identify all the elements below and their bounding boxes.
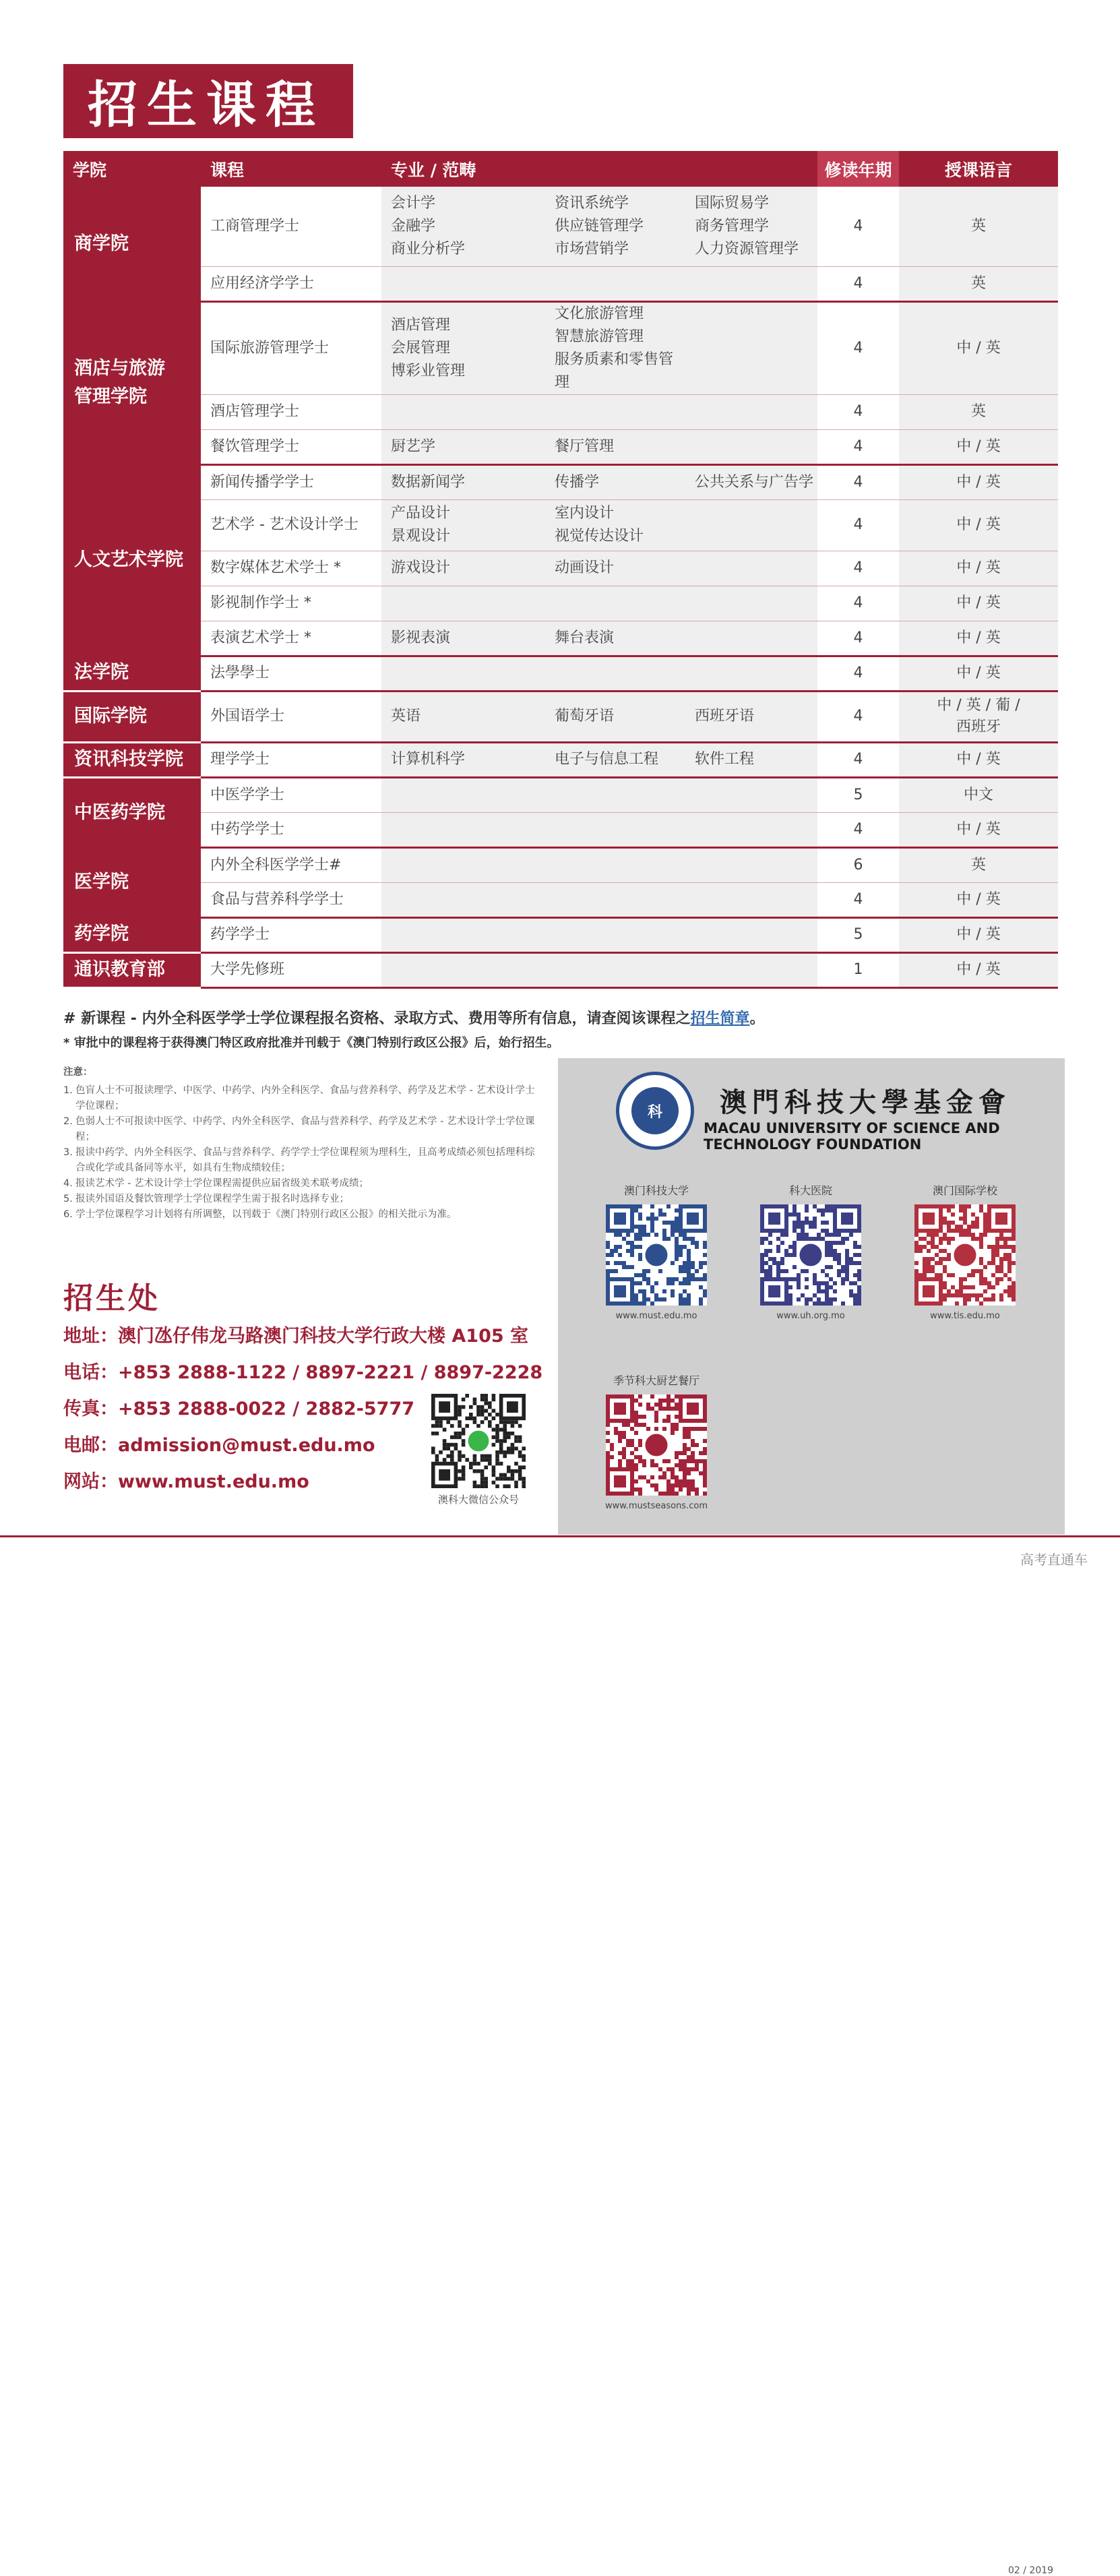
major-cell [545,551,685,586]
faculty-name-line: 管理学院 [74,386,147,407]
major-cell [545,394,685,429]
note-text: 色盲人士不可报读理学、中医学、中药学、内外全科医学、食品与营养科学、药学及艺术学 - 艺术设计学士学位课程； [75,1085,535,1111]
major-cell [685,917,817,952]
note-number: 3. [63,1147,73,1158]
page-number: 02 / 2019 [1008,2565,1054,2576]
qr-school-title: 澳门国际学校 [932,1184,997,1197]
major-cell [685,394,817,429]
major-line: 传播学 [555,473,600,491]
language-line: 中 / 英 [956,665,1001,681]
program-cell: 中药学学士 [201,812,381,847]
years-cell: 4 [817,499,899,551]
program-cell: 大学先修班 [201,952,381,987]
language-line: 英 [971,403,987,420]
faculty-cell [63,301,201,464]
major-cell [685,187,817,266]
major-line: 人力资源管理学 [695,240,799,257]
years-cell: 4 [817,429,899,464]
years-cell: 4 [817,742,899,777]
major-cell [381,952,545,987]
major-line: 景观设计 [391,528,451,545]
note-text: 学士学位课程学习计划将有所调整，以刊载于《澳门特别行政区公报》的相关批示为准。 [75,1209,457,1220]
table-row [63,812,1058,847]
years-cell: 4 [817,266,899,301]
major-cell [685,301,817,394]
major-cell [381,266,545,301]
program-cell: 影视制作学士 * [201,586,381,621]
table-row [63,691,1058,742]
major-cell [381,429,545,464]
years-cell: 5 [817,777,899,812]
major-cell [545,656,685,691]
note-number: 2. [63,1116,73,1127]
note-text: 报读外国语及餐饮管理学士学位课程学生需于报名时选择专业； [75,1194,349,1204]
language-line: 中 / 英 [956,516,1001,533]
major-cell [381,917,545,952]
table-header-row [63,151,1058,187]
language-line: 英 [971,274,987,292]
major-cell [545,429,685,464]
qr-pattern [914,1204,1016,1306]
major-line: 英语 [391,708,421,725]
note-item [63,1145,535,1176]
major-line: 影视表演 [391,629,451,646]
table-row [63,499,1058,551]
bottom-divider [0,1535,1120,1537]
major-cell [381,812,545,847]
faculty-cell [63,742,201,777]
language-cell [899,266,1058,301]
admissions-email[interactable]: 电邮：admission@must.edu.mo [63,1435,375,1456]
major-line: 餐厅管理 [555,437,615,455]
major-cell [381,777,545,812]
major-line: 计算机科学 [391,751,466,768]
major-line: 产品设计 [391,505,451,522]
major-line: 金融学 [391,217,436,235]
major-line: 市场营销学 [555,240,629,257]
language-cell [899,847,1058,882]
program-cell: 工商管理学士 [201,187,381,266]
major-line: 供应链管理学 [555,217,644,235]
wechat-qr-caption: 澳科大微信公众号 [437,1494,519,1506]
page-title: 招生课程 [63,64,353,138]
years-cell: 4 [817,691,899,742]
note-text: 报读艺术学 - 艺术设计学士学位课程需提供应届省级美术联考成绩； [75,1178,369,1189]
note-number: 5. [63,1194,73,1204]
qr-must [602,1182,710,1321]
language-cell [899,429,1058,464]
language-line: 中 / 英 [956,926,1001,943]
header-majors: 专业 / 范畴 [381,151,817,187]
major-cell [381,464,545,499]
table-row [63,551,1058,586]
years-cell: 4 [817,621,899,656]
major-cell [545,187,685,266]
major-cell [545,586,685,621]
years-cell: 4 [817,301,899,394]
major-cell [685,499,817,551]
program-cell: 新闻传播学学士 [201,464,381,499]
major-cell [685,551,817,586]
major-line: 电子与信息工程 [555,751,659,768]
major-cell [685,882,817,917]
language-cell [899,464,1058,499]
major-cell [545,847,685,882]
faculty-cell [63,656,201,691]
major-cell [381,882,545,917]
qr-pattern [431,1394,526,1488]
language-line: 中 / 英 [956,751,1001,768]
notes-list [63,1083,535,1223]
table-row [63,394,1058,429]
language-line: 中 / 英 [956,594,1001,611]
major-line: 商业分析学 [391,240,466,257]
faculty-name-line: 中医药学院 [74,801,165,823]
qr-restaurant-code[interactable] [606,1394,707,1496]
program-cell: 数字媒体艺术学士 * [201,551,381,586]
major-cell [685,586,817,621]
major-line: 动画设计 [555,559,615,576]
admissions-website[interactable]: 网站：www.must.edu.mo [63,1471,309,1492]
faculty-name-line: 商学院 [74,233,129,254]
program-cell: 外国语学士 [201,691,381,742]
major-cell [545,917,685,952]
wechat-qr-code[interactable] [431,1394,526,1488]
major-cell [545,621,685,656]
faculty-cell [63,847,201,917]
major-cell [685,656,817,691]
major-line: 室内设计 [555,505,615,522]
note-number: 6. [63,1209,73,1220]
major-line: 服务质素和零售管理 [555,350,674,391]
major-cell [685,812,817,847]
major-line: 视觉传达设计 [555,528,644,545]
language-line: 中 / 英 / 葡 / [937,697,1020,714]
language-cell [899,187,1058,266]
language-line: 中 / 英 [956,559,1001,576]
faculty-name-line: 医学院 [74,871,129,892]
table-row [63,621,1058,656]
notes-section [63,1065,535,1223]
years-cell: 4 [817,882,899,917]
major-cell [381,691,545,742]
major-cell [381,586,545,621]
admissions-phone: 电话：+853 2888-1122 / 8897-2221 / 8897-2228 [63,1362,543,1383]
qr-must-code[interactable] [606,1204,707,1306]
table-row [63,266,1058,301]
major-cell [381,847,545,882]
qr-restaurant-title: 季节科大厨艺餐厅 [613,1374,699,1387]
foundation-logo [616,1072,694,1150]
years-cell: 4 [817,394,899,429]
language-cell [899,882,1058,917]
major-cell [545,812,685,847]
major-cell [381,621,545,656]
major-cell [545,464,685,499]
language-cell [899,691,1058,742]
major-line: 公共关系与广告学 [695,473,814,491]
years-cell: 4 [817,812,899,847]
note-number: 4. [63,1178,73,1189]
header-program: 课程 [201,151,381,187]
table-row [63,742,1058,777]
watermark: 高考直通车 [1020,1552,1088,1568]
note-item [63,1192,535,1207]
major-cell [685,847,817,882]
major-line: 软件工程 [695,751,755,768]
major-cell [545,691,685,742]
major-cell [381,187,545,266]
qr-school [911,1182,1019,1321]
qr-pattern [760,1204,861,1306]
foundation-logo-mark: 科 [631,1087,679,1134]
program-cell: 食品与营养科学学士 [201,882,381,917]
major-cell [381,499,545,551]
language-line: 中文 [964,786,994,803]
years-cell: 5 [817,917,899,952]
language-line: 西班牙 [956,718,1001,735]
faculty-cell [63,464,201,656]
notes-title: 注意： [63,1067,93,1078]
major-line: 文化旅游管理 [555,305,644,322]
language-cell [899,586,1058,621]
foundation-name-cn: 澳門科技大學基金會 [720,1087,1011,1118]
program-cell: 理学学士 [201,742,381,777]
language-line: 中 / 英 [956,961,1001,978]
qr-hospital-title: 科大医院 [788,1184,832,1197]
language-line: 英 [971,217,987,235]
faculty-cell [63,952,201,987]
major-cell [381,656,545,691]
table-row [63,847,1058,882]
major-cell [685,266,817,301]
major-cell [545,777,685,812]
qr-hospital-url[interactable]: www.uh.org.mo [776,1311,845,1321]
major-cell [685,691,817,742]
major-line: 资讯系统学 [555,194,629,212]
faculty-name-line: 国际学院 [74,706,147,727]
language-line: 英 [971,856,987,873]
major-cell [545,499,685,551]
major-line: 会计学 [391,194,436,212]
language-line: 中 / 英 [956,820,1001,838]
faculty-name-line: 人文艺术学院 [74,549,183,570]
major-line: 会展管理 [391,339,451,357]
major-line: 厨艺学 [391,437,436,455]
program-cell: 应用经济学学士 [201,266,381,301]
major-line: 商务管理学 [695,217,770,235]
faculty-name-line: 法学院 [74,662,129,683]
language-cell [899,499,1058,551]
program-cell: 中医学学士 [201,777,381,812]
years-cell: 4 [817,187,899,266]
table-row [63,952,1058,987]
pending-approval-note: * 审批中的课程将于获得澳门特区政府批准并刊载于《澳门特别行政区公报》后，始行招生。 [63,1036,559,1050]
program-cell: 内外全科医学学士# [201,847,381,882]
major-cell [685,464,817,499]
program-cell: 酒店管理学士 [201,394,381,429]
major-cell [545,952,685,987]
note-item [63,1176,535,1192]
program-cell: 法學學士 [201,656,381,691]
table-row [63,301,1058,394]
note-number: 1. [63,1085,73,1096]
header-language: 授课语言 [899,151,1058,187]
program-cell: 药学学士 [201,917,381,952]
qr-must-title: 澳门科技大学 [623,1184,689,1197]
table-row [63,586,1058,621]
major-cell [685,777,817,812]
major-cell [381,551,545,586]
major-line: 舞台表演 [555,629,615,646]
table-row [63,464,1058,499]
qr-pattern [606,1204,707,1306]
program-cell: 艺术学 - 艺术设计学士 [201,499,381,551]
qr-school-code[interactable] [914,1204,1016,1306]
program-cell: 餐饮管理学士 [201,429,381,464]
new-course-note-text: # 新课程 - 内外全科医学学士学位课程报名资格、录取方式、费用等所有信息，请查阅该课程之 [63,1010,691,1027]
program-cell: 国际旅游管理学士 [201,301,381,394]
faculty-name-line: 资讯科技学院 [74,749,183,770]
faculty-name-line: 药学院 [74,923,129,945]
language-cell [899,551,1058,586]
wechat-qr-block [431,1394,526,1506]
table-row [63,917,1058,952]
years-cell: 4 [817,551,899,586]
header-years: 修读年期 [817,151,899,187]
major-cell [381,742,545,777]
language-cell [899,917,1058,952]
major-cell [685,952,817,987]
new-course-note [63,1007,765,1028]
qr-hospital [757,1182,865,1321]
major-line: 西班牙语 [695,708,755,725]
language-line: 中 / 英 [956,473,1001,491]
new-course-note-end: 。 [749,1010,765,1027]
major-cell [685,621,817,656]
faculty-cell [63,187,201,301]
table-row [63,656,1058,691]
language-line: 中 / 英 [956,437,1001,455]
years-cell: 6 [817,847,899,882]
major-cell [545,301,685,394]
faculty-cell [63,917,201,952]
major-line: 数据新闻学 [391,473,466,491]
admission-brochure-link[interactable]: 招生简章 [690,1010,750,1027]
years-cell: 4 [817,586,899,621]
major-line: 智慧旅游管理 [555,328,644,345]
major-line: 博彩业管理 [391,362,466,379]
qr-hospital-code[interactable] [760,1204,861,1306]
language-cell [899,812,1058,847]
years-cell: 4 [817,656,899,691]
major-cell [545,266,685,301]
language-cell [899,952,1058,987]
program-cell: 表演艺术学士 * [201,621,381,656]
major-cell [381,301,545,394]
faculty-cell [63,777,201,847]
table-row [63,777,1058,812]
note-item [63,1083,535,1114]
qr-school-url[interactable]: www.tis.edu.mo [930,1311,1000,1321]
language-line: 中 / 英 [956,339,1001,357]
faculty-name-line: 酒店与旅游 [74,358,165,379]
header-faculty: 学院 [63,151,201,187]
table-row [63,882,1058,917]
table-row [63,429,1058,464]
note-item [63,1114,535,1145]
major-cell [545,882,685,917]
faculty-cell [63,691,201,742]
language-cell [899,394,1058,429]
major-cell [545,742,685,777]
qr-must-url[interactable]: www.must.edu.mo [615,1311,697,1321]
programs-table [63,151,1058,989]
qr-restaurant [602,1372,710,1511]
foundation-name-en: MACAU UNIVERSITY OF SCIENCE AND TECHNOLOGY FOUNDATION [704,1120,1000,1153]
language-cell [899,742,1058,777]
major-cell [685,429,817,464]
years-cell: 1 [817,952,899,987]
major-line: 酒店管理 [391,316,451,334]
admissions-address: 地址：澳门氹仔伟龙马路澳门科技大学行政大楼 A105 室 [63,1326,529,1347]
major-line: 葡萄牙语 [555,708,615,725]
language-line: 中 / 英 [956,890,1001,908]
language-cell [899,621,1058,656]
language-line: 中 / 英 [956,629,1001,646]
table-row [63,187,1058,266]
note-text: 色弱人士不可报读中医学、中药学、内外全科医学、食品与营养科学、药学及艺术学 - 艺术设计学士学位课程； [75,1116,535,1142]
qr-restaurant-url[interactable]: www.mustseasons.com [605,1501,708,1511]
major-line: 游戏设计 [391,559,451,576]
admissions-title: 招生处 [63,1281,160,1316]
years-cell: 4 [817,464,899,499]
note-text: 报读中药学、内外全科医学、食品与营养科学、药学学士学位课程须为理科生，且高考成绩必须包括理科综合或化学或具备同等水平，如具有生物成绩较佳； [75,1147,535,1173]
admissions-fax: 传真：+853 2888-0022 / 2882-5777 [63,1399,415,1419]
note-item [63,1207,535,1223]
language-cell [899,301,1058,394]
faculty-name-line: 通识教育部 [74,959,165,980]
language-cell [899,656,1058,691]
major-line: 国际贸易学 [695,194,770,212]
language-cell [899,777,1058,812]
major-cell [685,742,817,777]
qr-pattern [606,1394,707,1496]
major-cell [381,394,545,429]
